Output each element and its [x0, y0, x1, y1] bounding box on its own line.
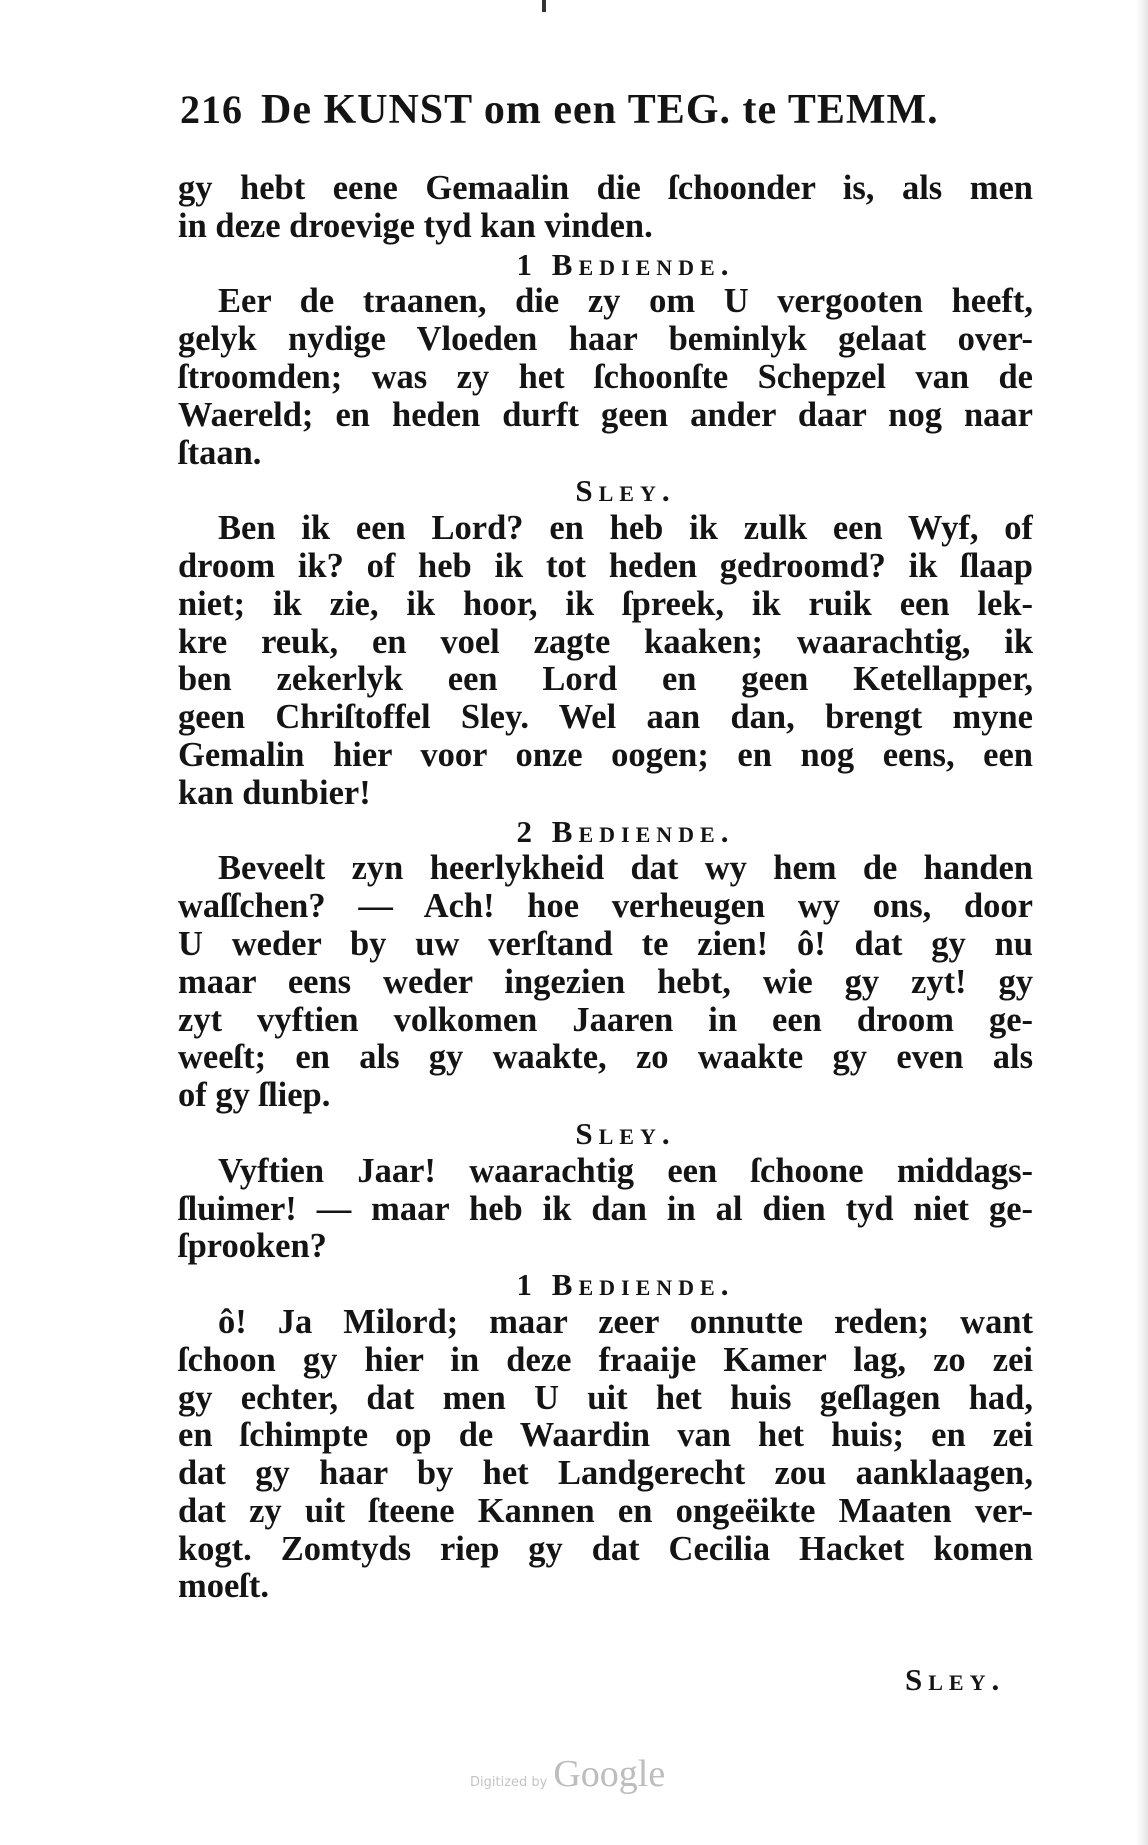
text-line: ſtaan. — [178, 434, 262, 472]
text-line: Ben ik een Lord? en heb ik zulk een Wyf, of — [218, 510, 1033, 548]
text-line: niet; ik zie, ik hoor, ik ſpreek, ik ruik een lek- — [178, 585, 1033, 623]
text-line: U weder by uw verſtand te zien! ô! dat gy nu — [178, 925, 1033, 963]
text-line: dat zy uit ſteene Kannen en ongeëikte Maaten ver- — [178, 1492, 1033, 1530]
text-line: Gemalin hier voor onze oogen; en nog eens, een — [178, 736, 1033, 774]
text-line: ſchoon gy hier in deze fraaije Kamer lag, zo zei — [178, 1341, 1033, 1379]
text-line: en ſchimpte op de Waardin van het huis; en zei — [178, 1417, 1033, 1455]
text-line: zyt vyftien volkomen Jaaren in een droom ge- — [178, 1001, 1033, 1039]
text-line: gelyk nydige Vloeden haar beminlyk gelaat over- — [178, 321, 1033, 359]
scan-artifact-mark — [542, 0, 546, 12]
speaker-heading: 1 Bediende. — [516, 246, 735, 282]
text-line: ſluimer! — maar heb ik dan in al dien tyd niet ge- — [178, 1190, 1033, 1228]
text-line: gy echter, dat men U uit het huis geſlagen had, — [178, 1379, 1033, 1417]
text-line: dat gy haar by het Landgerecht zou aanklaagen, — [178, 1455, 1033, 1493]
text-line: ſprooken? — [178, 1228, 327, 1266]
text-line: Vyftien Jaar! waarachtig een ſchoone middags- — [218, 1152, 1033, 1190]
text-line: geen Chriſtoffel Sley. Wel aan dan, brengt myne — [178, 699, 1033, 737]
text-line: waſſchen? — Ach! hoe verheugen wy ons, door — [178, 888, 1033, 926]
running-head — [180, 86, 1010, 146]
text-line: weeſt; en als gy waakte, zo waakte gy even als — [178, 1039, 1033, 1077]
text-line: kan dunbier! — [178, 774, 371, 812]
text-line: Waereld; en heden durft geen ander daar nog naar — [178, 396, 1033, 434]
text-line: Beveelt zyn heerlykheid dat wy hem de handen — [218, 850, 1033, 888]
speaker-heading: Sley. — [575, 473, 676, 509]
running-title: De KUNST om een TEG. te TEMM. — [261, 87, 939, 133]
page-edge-shadow — [1136, 0, 1148, 1845]
text-line: Eer de traanen, die zy om U vergooten heeft, — [218, 283, 1033, 321]
text-line: kogt. Zomtyds riep gy dat Cecilia Hacket komen — [178, 1530, 1033, 1568]
google-logo: Google — [553, 1753, 666, 1795]
text-line: ben zekerlyk een Lord en geen Ketellapper, — [178, 661, 1033, 699]
catchword: Sley. — [905, 1662, 1006, 1697]
text-line: ô! Ja Milord; maar zeer onnutte reden; want — [218, 1303, 1033, 1341]
body-text — [178, 170, 1033, 1606]
text-line: gy hebt eene Gemaalin die ſchoonder is, als men — [178, 170, 1033, 207]
text-line: moeſt. — [178, 1568, 270, 1606]
text-line: ſtroomden; was zy het ſchoonſte Schepzel van de — [178, 358, 1033, 396]
page-number: 216 — [180, 87, 243, 132]
text-line: of gy ſliep. — [178, 1077, 331, 1115]
speaker-heading: 2 Bediende. — [516, 813, 735, 849]
watermark-prefix: Digitized by — [470, 1775, 548, 1790]
digitized-by-google-watermark — [470, 1752, 710, 1802]
speaker-heading: Sley. — [575, 1115, 676, 1151]
text-line: kre reuk, en voel zagte kaaken; waarachtig, ik — [178, 623, 1033, 661]
text-line: in deze droevige tyd kan vinden. — [178, 207, 653, 245]
text-line: maar eens weder ingezien hebt, wie gy zyt! gy — [178, 963, 1033, 1001]
speaker-heading: 1 Bediende. — [516, 1267, 735, 1303]
text-line: droom ik? of heb ik tot heden gedroomd? ik ſlaap — [178, 547, 1033, 585]
